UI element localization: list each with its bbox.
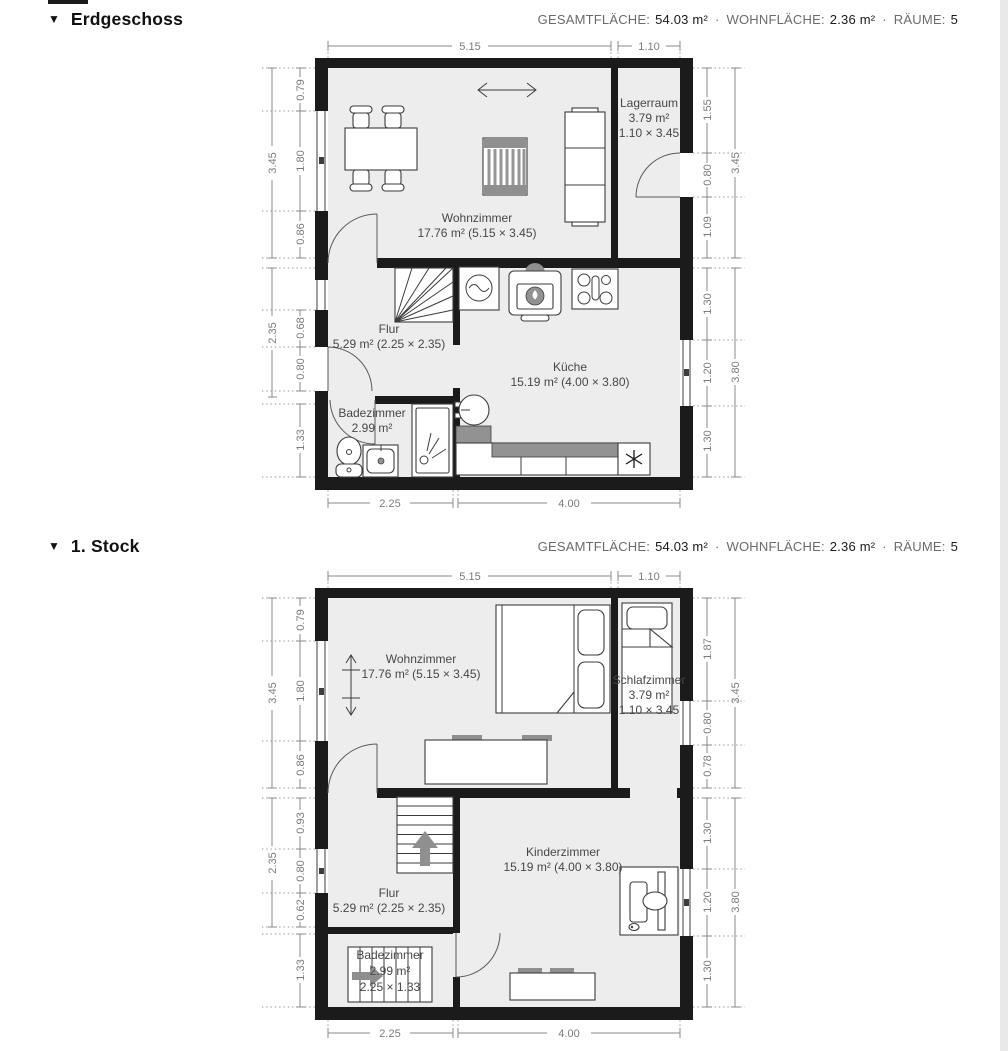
stat-label: RÄUME: <box>893 11 946 27</box>
room-size: 2.25 × 1.33 <box>359 980 421 994</box>
dim-label: 3.45 <box>730 152 742 174</box>
room-label: Küche <box>552 360 588 374</box>
window[interactable] <box>680 869 693 936</box>
stat-separator: · <box>882 538 887 554</box>
stat-label: WOHNFLÄCHE: <box>726 538 825 554</box>
dim-label: 0.79 <box>295 79 307 101</box>
sideboard[interactable] <box>425 735 552 784</box>
room-size: 1.10 × 3.45 <box>618 703 680 717</box>
dim-label: 3.80 <box>730 891 742 913</box>
room-area: 2.99 m² <box>351 421 393 435</box>
washing-machine[interactable] <box>459 267 499 310</box>
stat-separator: · <box>714 11 720 27</box>
stat-label: GESAMTFLÄCHE: <box>537 538 651 554</box>
floorplan-canvas-1-stock[interactable] <box>250 560 770 1050</box>
dim-label: 1.30 <box>702 960 714 982</box>
stat-value: 54.03 m² <box>655 11 708 27</box>
room-label: Wohnzimmer <box>441 211 513 225</box>
dim-label: 2.25 <box>379 498 401 510</box>
stat-value: 5 <box>950 538 958 554</box>
collapse-triangle-icon: ▼ <box>48 539 60 553</box>
window[interactable] <box>680 701 693 745</box>
stat-value: 5 <box>950 11 958 27</box>
window[interactable] <box>315 280 328 310</box>
double-bed[interactable] <box>496 605 610 713</box>
room-label: Flur <box>378 886 400 900</box>
stat-label: RÄUME: <box>893 538 946 554</box>
window[interactable] <box>680 340 693 406</box>
dim-label: 0.78 <box>702 755 714 777</box>
dim-label: 0.93 <box>295 812 307 834</box>
dim-label: 1.20 <box>702 891 714 913</box>
room-area: 5.29 m² (2.25 × 2.35) <box>332 337 446 351</box>
dim-label: 3.80 <box>730 361 742 383</box>
stat-label: GESAMTFLÄCHE: <box>537 11 651 27</box>
room-area: 17.76 m² (5.15 × 3.45) <box>417 226 537 240</box>
window[interactable] <box>315 641 328 741</box>
dresser[interactable] <box>510 968 595 1000</box>
dim-label: 1.33 <box>295 429 307 451</box>
shelf-cabinet[interactable] <box>565 108 605 226</box>
dim-label: 1.33 <box>295 959 307 981</box>
collapsed-element-stub <box>48 0 88 4</box>
dim-label: 5.15 <box>459 571 481 583</box>
floor-header-1-stock <box>0 533 958 559</box>
floorplan-canvas-erdgeschoss[interactable] <box>250 30 770 520</box>
dim-label: 3.45 <box>267 152 279 174</box>
dim-label: 3.45 <box>267 682 279 704</box>
dim-label: 5.15 <box>459 41 481 53</box>
dim-label: 2.35 <box>267 852 279 874</box>
room-size: 1.10 × 3.45 <box>618 126 680 140</box>
room-label: Kinderzimmer <box>525 845 601 859</box>
stat-value: 2.36 m² <box>829 11 876 27</box>
floor-toggle-erdgeschoss[interactable] <box>48 9 183 30</box>
stat-separator: · <box>882 11 887 27</box>
room-label: Wohnzimmer <box>385 652 457 666</box>
dim-label: 0.80 <box>702 164 714 186</box>
stairs-straight[interactable] <box>397 797 453 873</box>
dim-label: 0.80 <box>295 860 307 882</box>
floor-stats <box>538 12 958 27</box>
room-area: 3.79 m² <box>628 111 670 125</box>
stat-label: WOHNFLÄCHE: <box>726 11 825 27</box>
room-label: Schlafzimmer <box>612 673 686 687</box>
room-area: 15.19 m² (4.00 × 3.80) <box>503 860 623 874</box>
dim-label: 1.87 <box>702 638 714 660</box>
dim-label: 0.68 <box>295 317 307 339</box>
dim-label: 4.00 <box>558 1028 580 1040</box>
radiator[interactable] <box>483 138 527 195</box>
dim-label: 0.79 <box>295 609 307 631</box>
collapse-triangle-icon: ▼ <box>48 12 60 26</box>
stat-separator: · <box>714 538 720 554</box>
wood-stove[interactable] <box>509 263 561 321</box>
desk-with-chair[interactable] <box>620 867 678 935</box>
cooktop[interactable] <box>572 269 618 309</box>
dim-label: 0.62 <box>295 899 307 921</box>
dim-label: 0.86 <box>295 754 307 776</box>
room-area: 3.79 m² <box>628 688 670 702</box>
bathroom-sink[interactable] <box>363 445 398 477</box>
dim-label: 0.80 <box>295 358 307 380</box>
room-label: Flur <box>378 322 400 336</box>
toilet[interactable] <box>336 437 362 477</box>
dim-label: 1.09 <box>702 216 714 238</box>
dim-label: 2.25 <box>379 1028 401 1040</box>
room-area: 5.29 m² (2.25 × 2.35) <box>332 901 446 915</box>
dim-label: 1.80 <box>295 680 307 702</box>
floor-title-text: 1. Stock <box>70 535 140 556</box>
floor-stats <box>538 539 958 554</box>
room-area: 15.19 m² (4.00 × 3.80) <box>510 375 630 389</box>
dim-label: 2.35 <box>267 322 279 344</box>
dim-label: 0.80 <box>702 712 714 734</box>
scrollbar-track[interactable] <box>1000 0 1008 1051</box>
dim-label: 0.86 <box>295 223 307 245</box>
fridge[interactable] <box>618 443 650 475</box>
dim-label: 1.10 <box>638 571 660 583</box>
dim-label: 4.00 <box>558 498 580 510</box>
dim-label: 3.45 <box>730 682 742 704</box>
floor-title-text: Erdgeschoss <box>70 8 183 29</box>
stairs-winder[interactable] <box>395 268 453 322</box>
dim-label: 1.10 <box>638 41 660 53</box>
floor-header-erdgeschoss <box>0 6 958 32</box>
dim-label: 1.55 <box>702 99 714 121</box>
stat-value: 2.36 m² <box>829 538 876 554</box>
window[interactable] <box>315 111 328 211</box>
room-label: Lagerraum <box>619 96 679 110</box>
room-area: 2.99 m² <box>369 964 411 978</box>
dim-label: 1.80 <box>295 150 307 172</box>
dim-label: 1.30 <box>702 822 714 844</box>
room-label: Badezimmer <box>356 948 424 962</box>
room-area: 17.76 m² (5.15 × 3.45) <box>361 667 481 681</box>
floor-toggle-1-stock[interactable] <box>48 536 140 557</box>
dim-label: 1.20 <box>702 362 714 384</box>
shower[interactable] <box>412 404 453 477</box>
room-label: Badezimmer <box>338 406 406 420</box>
dim-label: 1.30 <box>702 293 714 315</box>
window[interactable] <box>315 849 328 893</box>
dim-label: 1.30 <box>702 430 714 452</box>
stat-value: 54.03 m² <box>655 538 708 554</box>
